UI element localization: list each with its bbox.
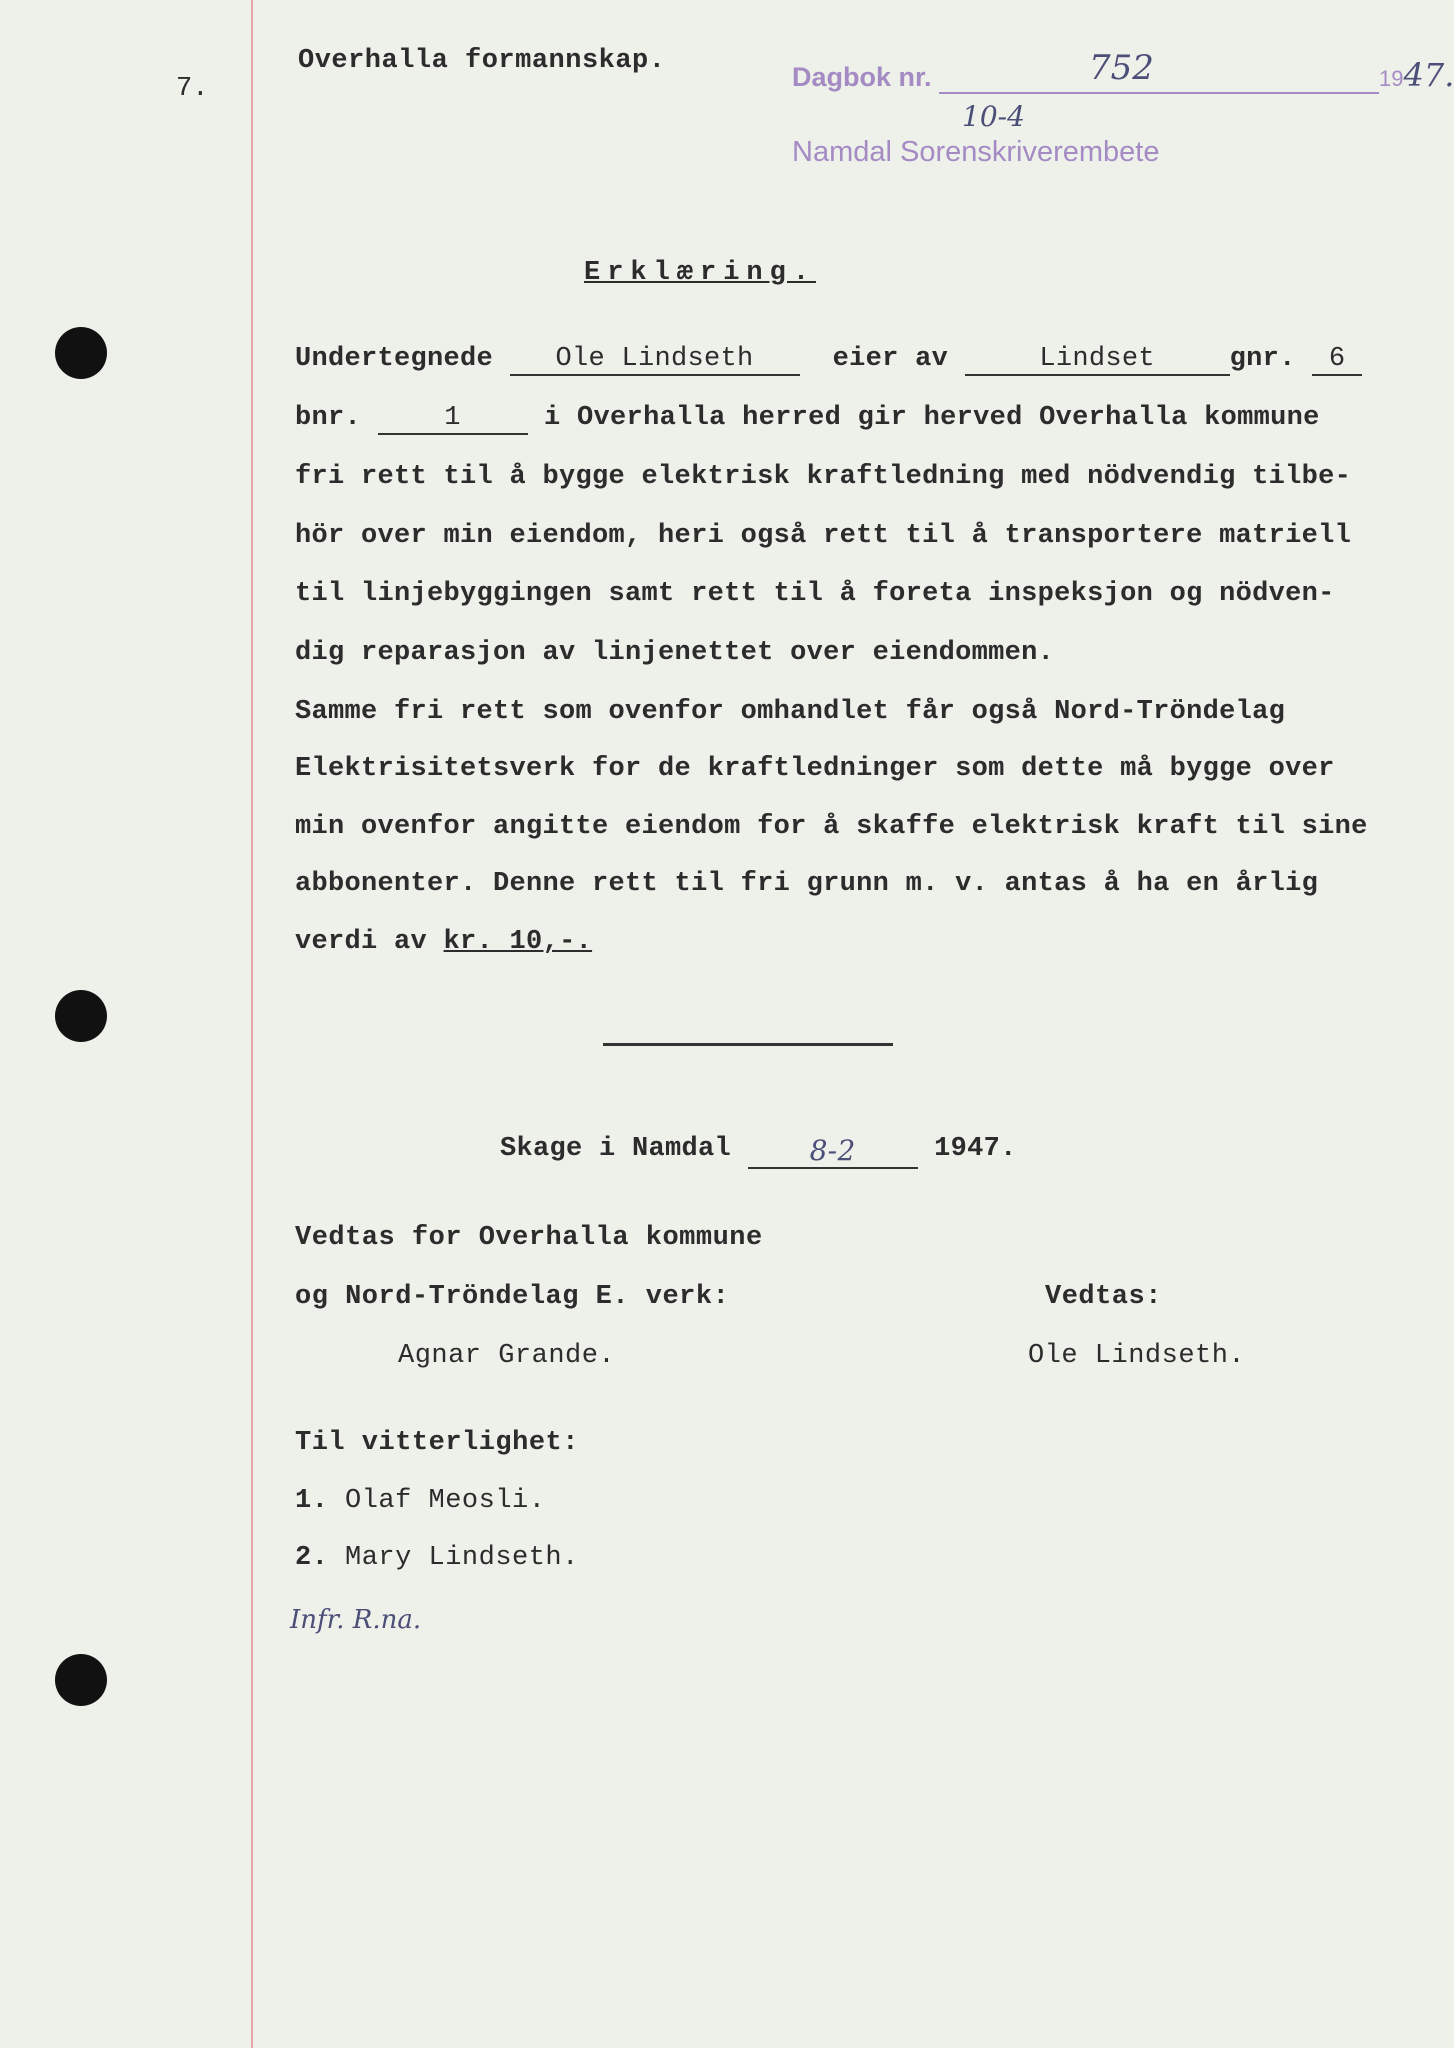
text: bnr. — [295, 403, 362, 433]
punch-hole — [55, 990, 107, 1042]
approval-left-1: Vedtas for Overhalla kommune — [295, 1223, 763, 1253]
body-line: dig reparasjon av linjenettet over eiendommen. — [295, 638, 1055, 668]
stamp-date: 10-4 — [962, 100, 1025, 133]
farm-field: Lindset — [965, 344, 1230, 376]
handwritten-annotation: Infr. R.na. — [290, 1605, 422, 1635]
body-line: abbonenter. Denne rett til fri grunn m. v. antas å ha en årlig — [295, 869, 1319, 899]
item-number: 7. — [176, 74, 209, 104]
body-line: Samme fri rett som ovenfor omhandlet får også Nord-Tröndelag — [295, 697, 1286, 727]
divider — [603, 1043, 893, 1046]
stamp-year-prefix: 19 — [1379, 66, 1404, 91]
place: Skage i Namdal — [500, 1134, 732, 1164]
text: i Overhalla herred gir herved Overhalla kommune — [544, 403, 1320, 433]
witness-name: Mary Lindseth. — [345, 1543, 579, 1573]
diary-number: 752 — [1089, 48, 1154, 88]
registry-stamp — [792, 48, 1454, 180]
witness-heading: Til vitterlighet: — [295, 1428, 579, 1458]
text: eier av — [832, 344, 949, 374]
approval-right: Vedtas: — [1045, 1282, 1162, 1312]
body-line: til linjebyggingen samt rett til å foreta inspeksjon og nödven- — [295, 579, 1335, 609]
witness-name: Olaf Meosli. — [345, 1486, 546, 1516]
bnr-field: 1 — [378, 403, 528, 435]
stamp-year: 47. — [1403, 56, 1454, 94]
body-line: Elektrisitetsverk for de kraftledninger som dette må bygge over — [295, 754, 1335, 784]
body-line: fri rett til å bygge elektrisk kraftledning med nödvendig tilbe- — [295, 462, 1352, 492]
document-title: Erklæring. — [584, 258, 817, 288]
body-line — [295, 403, 1405, 435]
body-line — [295, 927, 1405, 957]
body-line: min ovenfor angitte eiendom for å skaffe elektrisk kraft til sine — [295, 812, 1368, 842]
text: Undertegnede — [295, 344, 494, 374]
witness-number: 2. — [295, 1543, 329, 1573]
stamp-label: Dagbok nr. — [792, 62, 932, 92]
text: verdi av — [295, 927, 428, 957]
annual-value: kr. 10,-. — [443, 927, 593, 957]
signature-ole-lindseth: Ole Lindseth. — [1028, 1341, 1246, 1371]
punch-hole — [55, 1654, 107, 1706]
owner-field: Ole Lindseth — [510, 344, 800, 376]
addressee: Overhalla formannskap. — [298, 46, 666, 76]
punch-hole — [55, 327, 107, 379]
year: 1947. — [934, 1134, 1017, 1164]
margin-line — [251, 0, 253, 2048]
signature-agnar-grande: Agnar Grande. — [398, 1341, 616, 1371]
stamp-office: Namdal Sorenskriverembete — [792, 136, 1160, 168]
gnr-field: 6 — [1312, 344, 1362, 376]
body-line: hör over min eiendom, heri også rett til å transportere matriell — [295, 521, 1352, 551]
body-line — [295, 344, 1405, 376]
approval-left-2: og Nord-Tröndelag E. verk: — [295, 1282, 730, 1312]
witness-number: 1. — [295, 1486, 329, 1516]
place-date-line — [500, 1134, 1017, 1169]
text: gnr. — [1229, 344, 1296, 374]
date-field: 8-2 — [748, 1134, 918, 1169]
